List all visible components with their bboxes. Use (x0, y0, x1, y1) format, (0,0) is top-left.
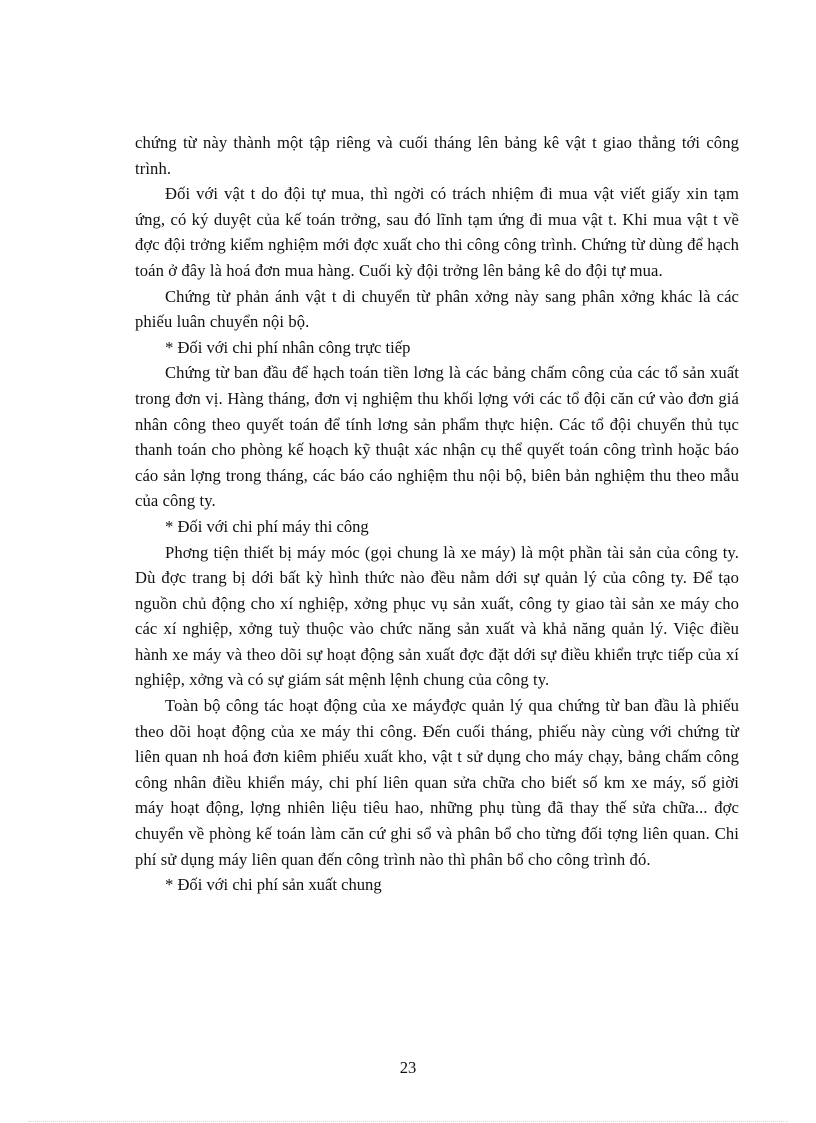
paragraph-internal-transfer: Chứng từ phản ánh vật t di chuyển từ phân xởng này sang phân xởng khác là các phiếu luân chuyển nội bộ. (135, 286, 739, 332)
section-heading-direct-labor: * Đối với chi phí nhân công trực tiếp (165, 337, 411, 357)
paragraph-machine-tracking: Toàn bộ công tác hoạt động của xe máyđợc quản lý qua chứng từ ban đầu là phiếu theo dõi hoạt động của xe máy thi công. Đến cuối tháng, phiếu này cùng với chứng từ liên quan nh hoá đơn kiêm phiếu xuất kho, vật t sử dụng cho máy chạy, bảng chấm công công nhân điều khiển máy, chi phí liên quan sửa chữa cho biết số km xe máy, số giời máy hoạt động, lợng nhiên liệu tiêu hao, những phụ tùng đã thay thế sửa chữa... đợc chuyển về phòng kế toán làm căn cứ ghi sổ và phân bổ cho từng đối tợng liên quan. Chi phí sử dụng máy liên quan đến công trình nào thì phân bổ cho công trình đó. (135, 696, 739, 869)
paragraph-continuation: chứng từ này thành một tập riêng và cuối tháng lên bảng kê vật t giao thẳng tới công trình. (135, 133, 739, 178)
page-bottom-divider (28, 1121, 788, 1122)
paragraph-self-purchased-materials: Đối với vật t do đội tự mua, thì ngời có trách nhiệm đi mua vật viết giấy xin tạm ứng, có ký duyệt của kế toán trởng, sau đó lĩnh tạm ứng đi mua vật t. Khi mua vật t về đợc đội trởng kiểm nghiệm mới đợc xuất cho thi công công trình. Chứng từ dùng để hạch toán ở đây là hoá đơn mua hàng. Cuối kỳ đội trởng lên bảng kê do đội tự mua. (135, 184, 739, 280)
paragraph-direct-labor: Chứng từ ban đầu để hạch toán tiền lơng là các bảng chấm công của các tổ sản xuất trong đơn vị. Hàng tháng, đơn vị nghiệm thu khối lợng với các tổ đội căn cứ vào đơn giá nhân công theo quyết toán để tính lơng sản phẩm thực hiện. Các tổ đội chuyển thủ tục thanh toán cho phòng kế hoạch kỹ thuật xác nhận cụ thể quyết toán công trình hoặc báo cáo sản lợng trong tháng, các báo cáo nghiệm thu nội bộ, biên bản nghiệm thu theo mẫu của công ty. (135, 363, 739, 511)
paragraph-machine-assets: Phơng tiện thiết bị máy móc (gọi chung là xe máy) là một phần tài sản của công ty. Dù đợc trang bị dới bất kỳ hình thức nào đều nằm dới sự quản lý của công ty. Để tạo nguồn chủ động cho xí nghiệp, xởng phục vụ sản xuất, công ty giao tài sản xe máy cho các xí nghiệp, xởng tuỳ thuộc vào chức năng sản xuất và khả năng quản lý. Việc điều hành xe máy và theo dõi sự hoạt động sản xuất đợc đặt dới sự điều khiển trực tiếp của xí nghiệp, xởng và có sự giám sát mệnh lệnh chung của công ty. (135, 542, 739, 690)
section-heading-general-production: * Đối với chi phí sản xuất chung (165, 875, 382, 895)
page-body (135, 130, 739, 898)
page-number: 23 (399, 1058, 417, 1077)
section-heading-machine-costs: * Đối với chi phí máy thi công (165, 516, 369, 536)
